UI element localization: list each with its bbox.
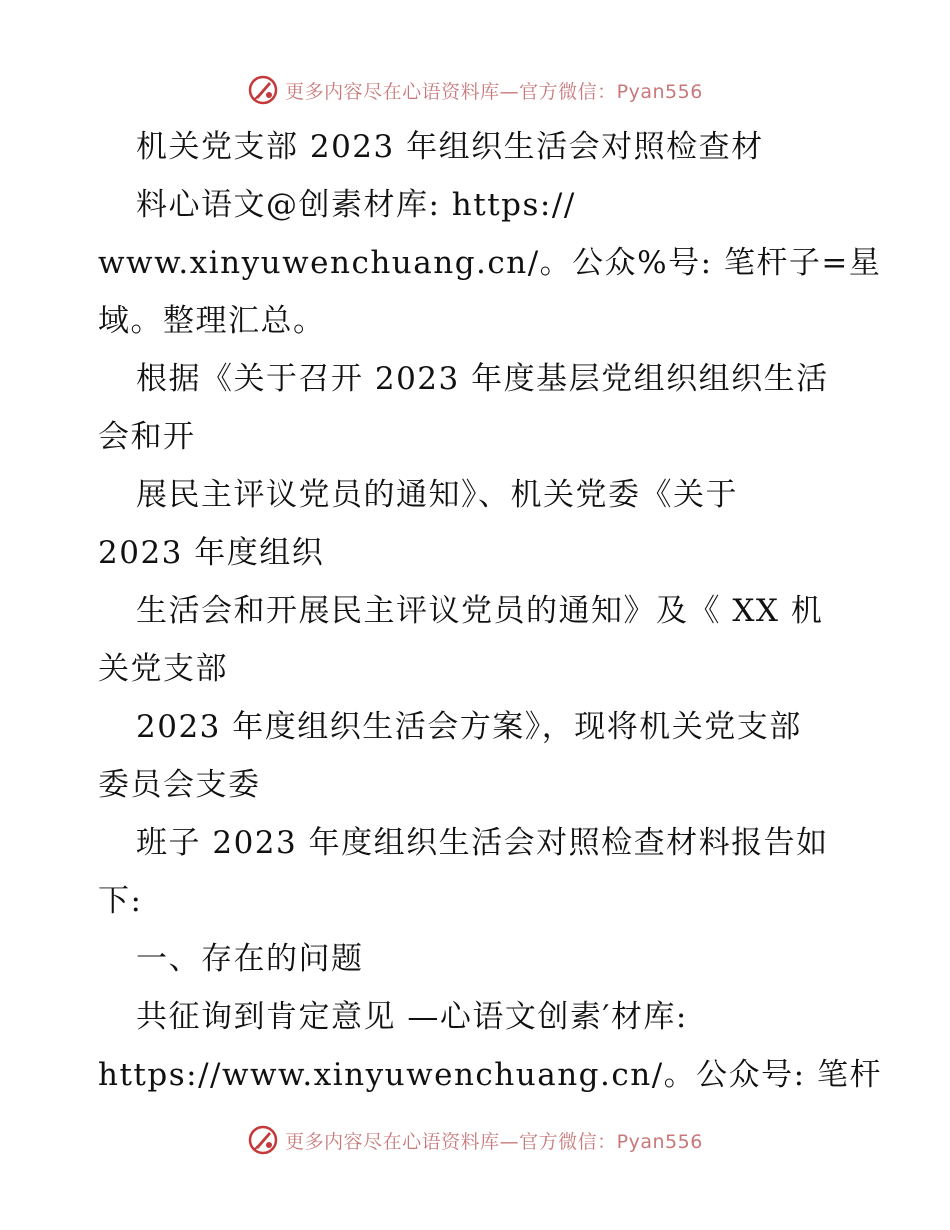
text-line: 班子 2023 年度组织生活会对照检查材料报告如 <box>136 825 829 861</box>
text-line: 生活会和开展民主评议党员的通知》及《 XX 机 <box>136 593 824 629</box>
document-body <box>98 118 882 1104</box>
text-line: 域。整理汇总。 <box>98 303 326 339</box>
watermark-dash: — <box>499 1130 520 1153</box>
text-line: 会和开 <box>98 419 196 455</box>
watermark-group <box>247 74 703 106</box>
quill-logo-icon <box>247 74 279 106</box>
watermark-main-text: 更多内容尽在心语资料库 <box>285 80 500 103</box>
watermark-group <box>247 1124 703 1156</box>
text-line: 2023 年度组织生活会方案》，现将机关党支部 <box>136 709 802 745</box>
text-line: 关党支部 <box>98 651 228 687</box>
text-line: 根据《关于召开 2023 年度基层党组织组织生活 <box>136 361 829 397</box>
watermark-text <box>285 77 703 104</box>
watermark-wechat-text: 官方微信：Pyan556 <box>519 80 703 103</box>
footer-watermark-banner <box>0 1120 950 1160</box>
watermark-main-text: 更多内容尽在心语资料库 <box>285 1130 500 1153</box>
watermark-wechat-text: 官方微信：Pyan556 <box>519 1130 703 1153</box>
text-line: 料心语文@创素材库: https:// <box>136 187 576 223</box>
text-line: https://www.xinyuwenchuang.cn/。公众号: 笔杆 <box>98 1057 882 1093</box>
text-line: www.xinyuwenchuang.cn/。公众%号: 笔杆子=星 <box>98 245 882 281</box>
text-line: 机关党支部 2023 年组织生活会对照检查材 <box>136 129 764 165</box>
watermark-text <box>285 1127 703 1154</box>
watermark-dash: — <box>499 80 520 103</box>
text-line: 共征询到肯定意见 —心语文创素′材库: <box>136 999 688 1035</box>
text-line: 委员会支委 <box>98 767 261 803</box>
text-line: 一、存在的问题 <box>136 941 364 977</box>
text-line: 下: <box>98 883 143 919</box>
text-line: 展民主评议党员的通知》、机关党委《关于 <box>136 477 738 513</box>
header-watermark-banner <box>0 70 950 110</box>
quill-logo-icon <box>247 1124 279 1156</box>
text-line: 2023 年度组织 <box>98 535 325 571</box>
